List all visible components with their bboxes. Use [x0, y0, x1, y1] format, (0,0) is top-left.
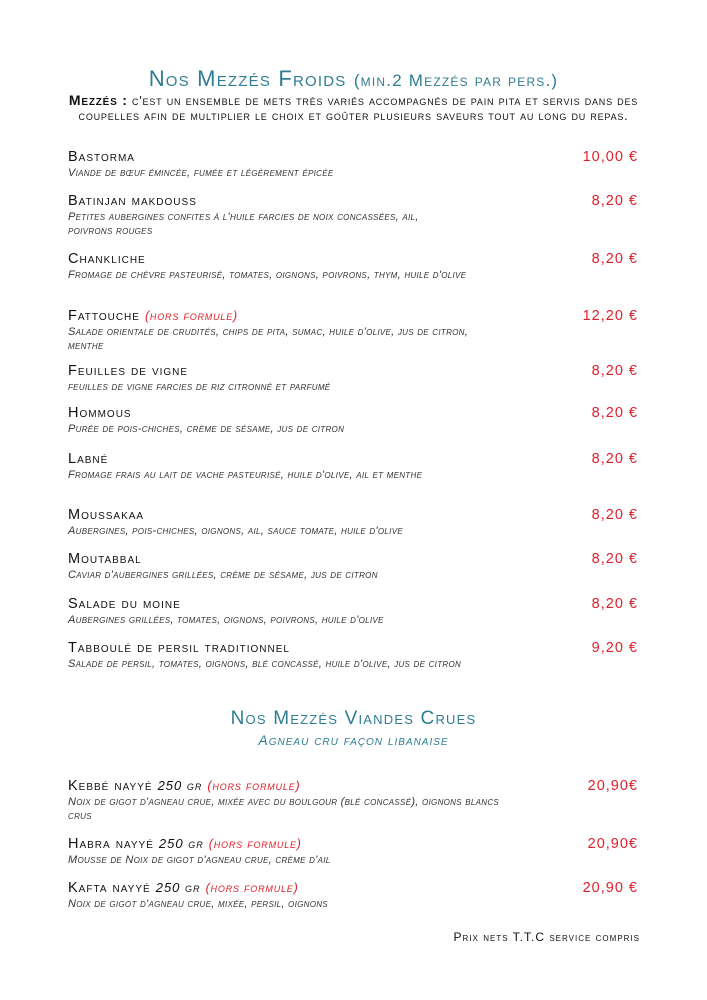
menu-item [68, 506, 638, 538]
item-name-text: Habra nayyé [68, 836, 154, 852]
item-name [68, 777, 638, 795]
item-weight: 250 gr [158, 836, 204, 851]
item-price: 8,20 € [591, 596, 638, 612]
intro-lead: Mezzés : [68, 92, 128, 108]
menu-item [68, 192, 638, 238]
item-name [68, 835, 638, 853]
item-name [68, 879, 638, 897]
menu-item [68, 250, 638, 282]
intro-text: c'est un ensemble de mets très variés accompagnés de pain pita et servis dans des coupelles afin de multiplier le choix et goûter plusieurs saveurs tout au long du repas. [78, 94, 639, 123]
hors-formule-note: (hors formule) [205, 881, 299, 895]
menu-item [68, 307, 638, 353]
menu-item [68, 362, 638, 394]
item-desc: Aubergines grillées, tomates, oignons, poivrons, huile d'olive [68, 614, 384, 626]
price-footnote: Prix nets T.T.C service compris [453, 930, 640, 944]
section-subtitle: Agneau cru façon libanaise [258, 732, 449, 748]
item-desc: Petites aubergines confites à l'huile farcies de noix concassées, ail, poivrons rouges [68, 211, 419, 237]
item-desc: Salade de persil, tomates, oignons, blé concassé, huile d'olive, jus de citron [68, 658, 462, 670]
item-desc: Mousse de Noix de gigot d'agneau crue, crème d'ail [68, 854, 331, 866]
item-name: Hommous [68, 405, 132, 421]
item-price: 10,00 € [582, 149, 638, 165]
item-price: 9,20 € [591, 640, 638, 656]
item-desc: Noix de gigot d'agneau crue, mixée, persil, oignons [68, 898, 328, 910]
item-price: 8,20 € [591, 405, 638, 421]
item-desc: Salade orientale de crudités, chips de pita, sumac, huile d'olive, jus de citron, menthe [68, 326, 469, 352]
item-name: Moutabbal [68, 551, 142, 567]
menu-item [68, 835, 638, 867]
item-name: Bastorma [68, 149, 135, 165]
item-desc: Fromage frais au lait de vache pasteurisé, huile d'olive, ail et menthe [68, 469, 423, 481]
item-desc: Aubergines, pois-chiches, oignons, ail, sauce tomate, huile d'olive [68, 525, 403, 537]
item-weight: 250 gr [157, 778, 203, 793]
menu-item [68, 639, 638, 671]
menu-item [68, 550, 638, 582]
item-price: 20,90 € [582, 880, 638, 896]
item-name: Labné [68, 451, 109, 467]
item-name: Moussakaa [68, 507, 145, 523]
item-name-text: Kebbé nayyé [68, 778, 153, 794]
hors-formule-note: (hors formule) [207, 779, 301, 793]
section-title-note: (min.2 Mezzés par pers.) [353, 71, 559, 90]
item-desc: Purée de pois-chiches, crème de sésame, jus de citron [68, 423, 345, 435]
item-name: Chankliche [68, 251, 146, 267]
item-desc: Noix de gigot d'agneau crue, mixée avec du boulgour (blé concassé), oignons blancs crus [68, 796, 500, 822]
item-price: 12,20 € [582, 308, 638, 324]
item-name [68, 307, 638, 325]
item-price: 8,20 € [591, 251, 638, 267]
item-name: Tabboulé de persil traditionnel [68, 640, 290, 656]
section-intro [60, 93, 647, 124]
item-name-text: Fattouche [68, 308, 140, 324]
menu-item [68, 148, 638, 180]
menu-item [68, 404, 638, 436]
item-price: 20,90€ [587, 778, 638, 794]
item-weight: 250 gr [155, 880, 201, 895]
item-name-text: Kafta nayyé [68, 880, 151, 896]
item-price: 20,90€ [587, 836, 638, 852]
item-desc: feuilles de vigne farcies de riz citronné et parfumé [68, 381, 331, 393]
item-desc: Viande de bœuf émincée, fumée et légèrement épicée [68, 167, 334, 179]
menu-item [68, 450, 638, 482]
item-price: 8,20 € [591, 451, 638, 467]
hors-formule-note: (hors formule) [208, 837, 302, 851]
item-price: 8,20 € [591, 363, 638, 379]
item-name: Batinjan makdouss [68, 193, 197, 209]
menu-item [68, 879, 638, 911]
menu-item [68, 777, 638, 823]
hors-formule-note: (hors formule) [144, 309, 238, 323]
item-price: 8,20 € [591, 507, 638, 523]
item-name: Salade du moine [68, 596, 181, 612]
section-title-cold-mezzes [0, 66, 707, 92]
menu-item [68, 595, 638, 627]
section-title-raw-meat: Nos Mezzés Viandes Crues [230, 708, 477, 729]
item-name: Feuilles de vigne [68, 363, 189, 379]
item-price: 8,20 € [591, 551, 638, 567]
item-desc: Fromage de chèvre pasteurisé, tomates, oignons, poivrons, thym, huile d'olive [68, 269, 467, 281]
item-desc: Caviar d'aubergines grillées, crème de sésame, jus de citron [68, 569, 378, 581]
item-price: 8,20 € [591, 193, 638, 209]
section-title-text: Nos Mezzés Froids [148, 66, 347, 91]
